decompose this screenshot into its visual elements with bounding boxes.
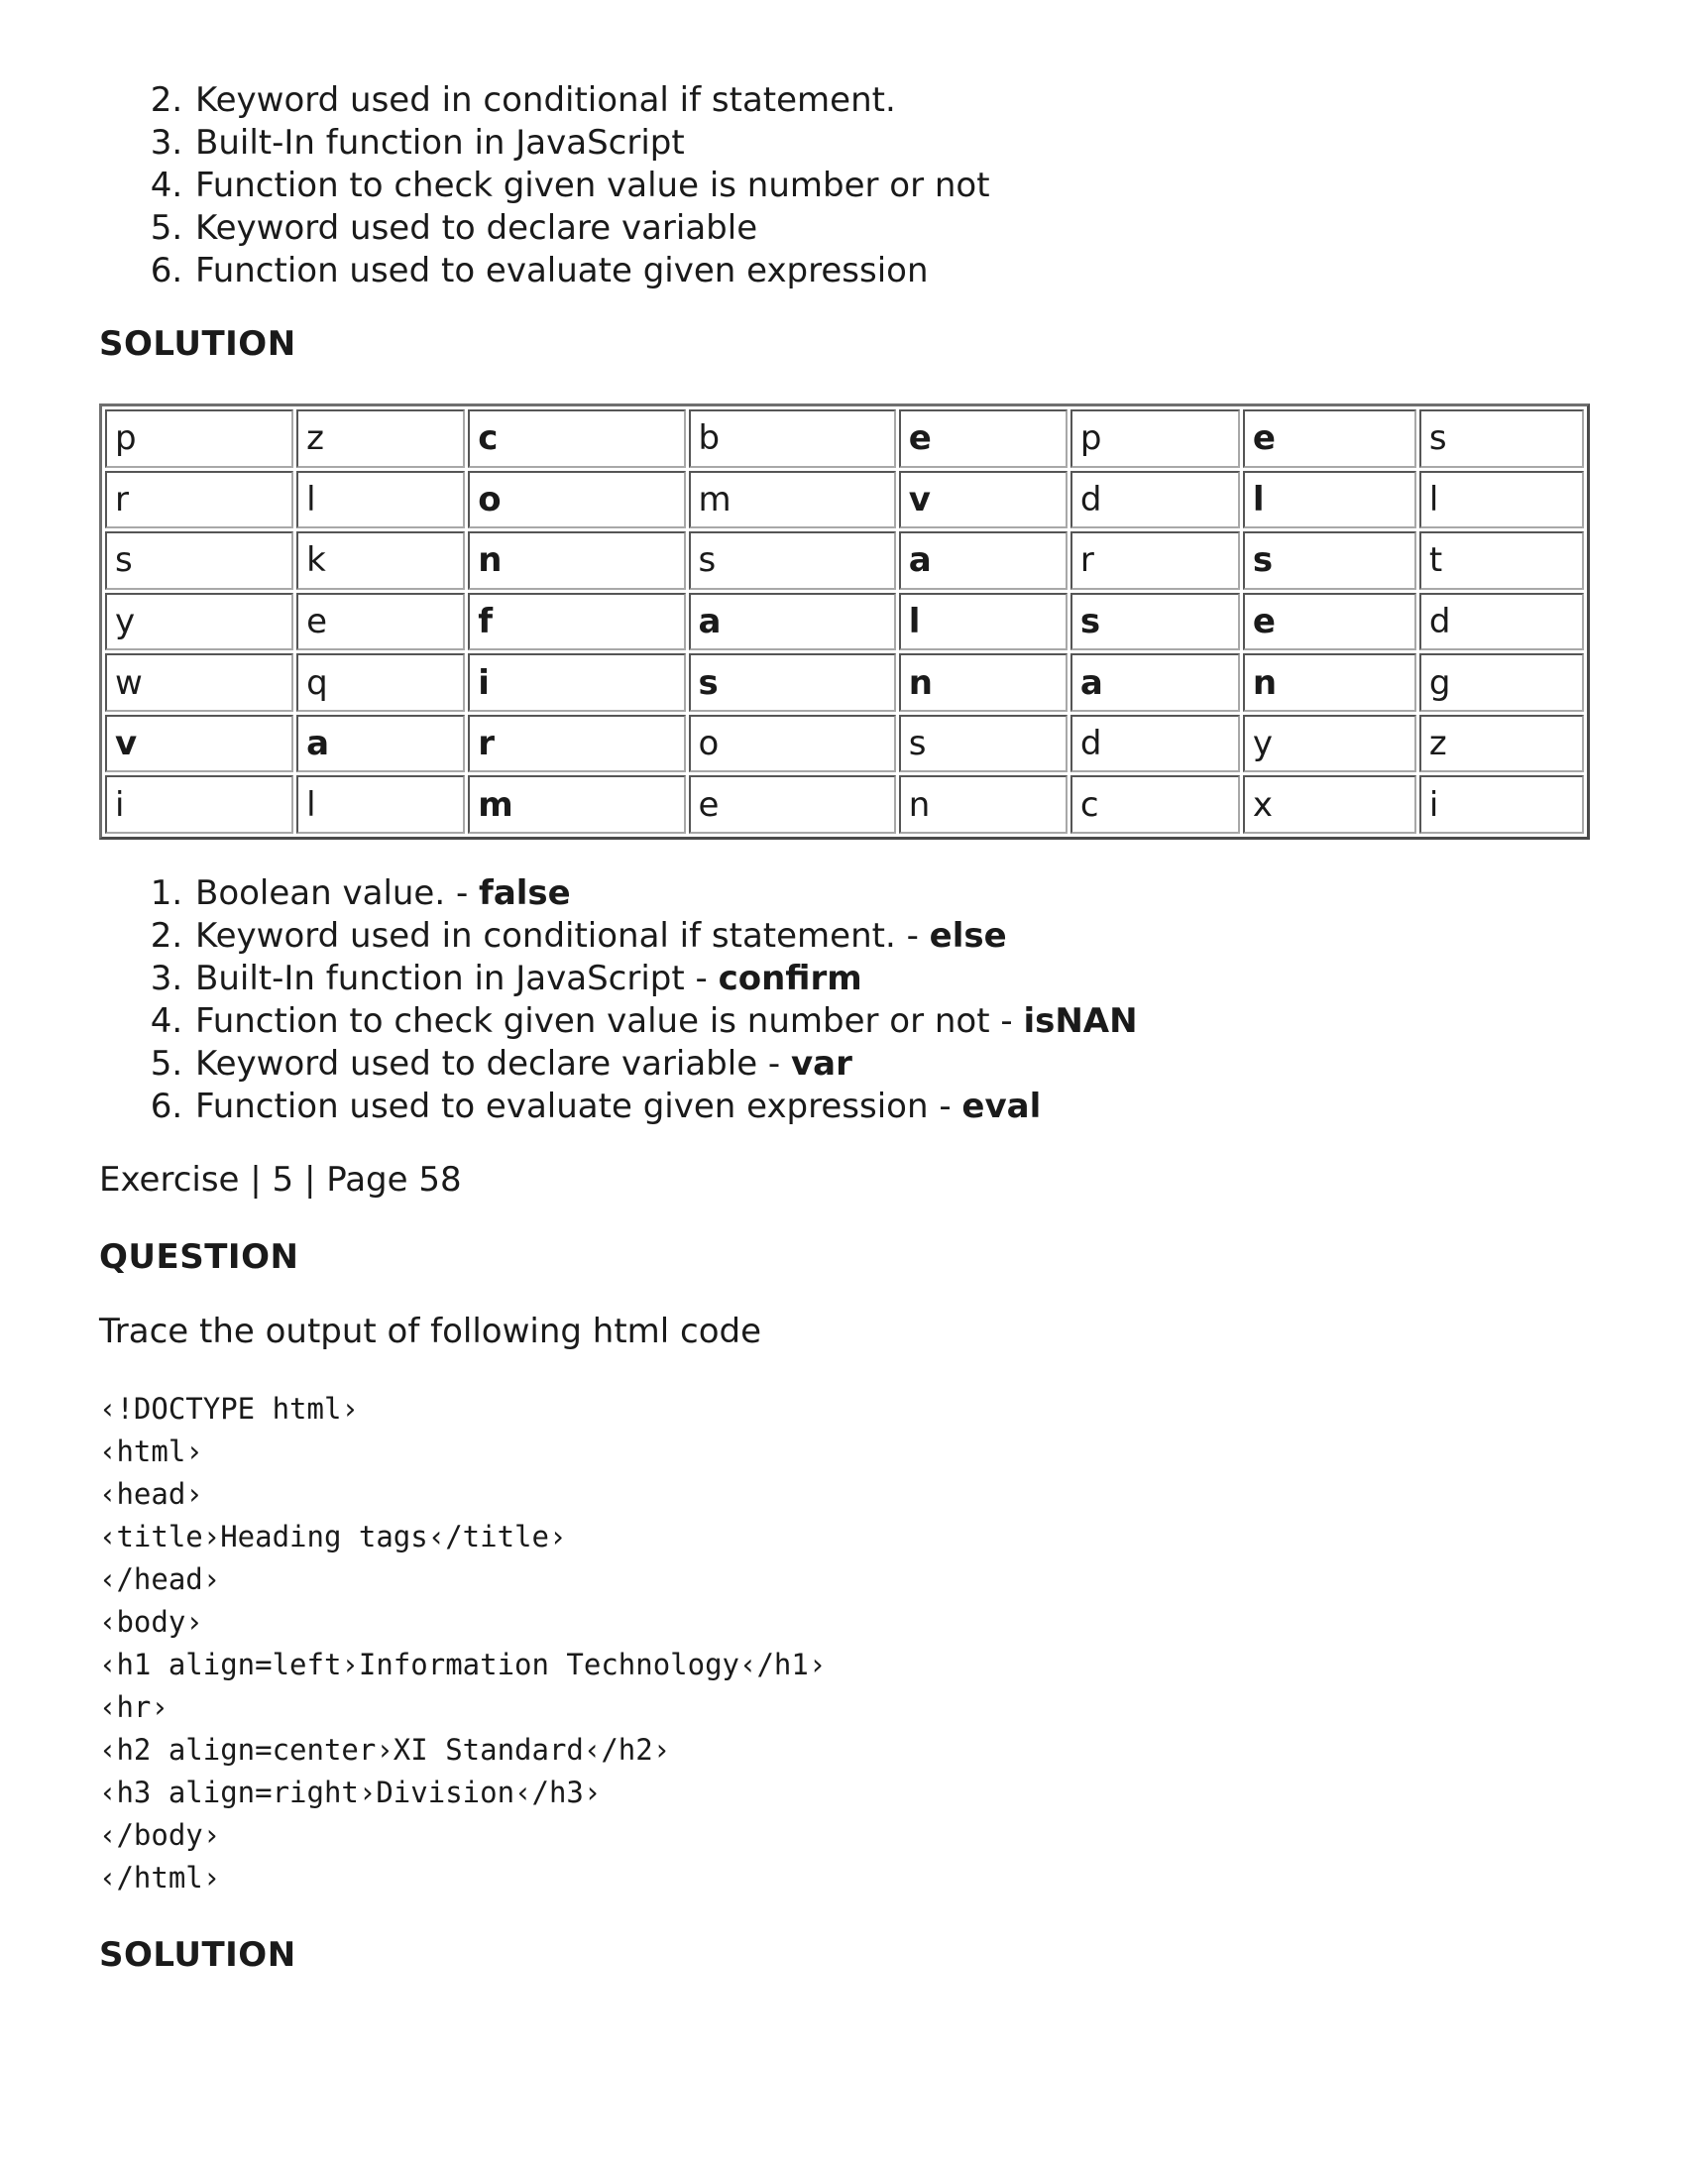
exercise-reference: Exercise | 5 | Page 58 bbox=[99, 1160, 462, 1200]
grid-cell: a bbox=[689, 593, 896, 651]
grid-cell: n bbox=[468, 531, 685, 590]
grid-cell: s bbox=[1070, 593, 1240, 651]
grid-row bbox=[105, 715, 1584, 773]
grid-cell: s bbox=[1419, 409, 1584, 468]
answer-clue: Keyword used to declare variable - bbox=[195, 1044, 792, 1084]
grid-cell: d bbox=[1070, 471, 1240, 529]
code-line: ‹html› bbox=[99, 1435, 203, 1468]
grid-cell: r bbox=[1070, 531, 1240, 590]
grid-cell: n bbox=[1243, 653, 1416, 712]
grid-cell: m bbox=[468, 775, 685, 834]
grid-cell: z bbox=[1419, 715, 1584, 773]
answer-clue: Keyword used in conditional if statement. - bbox=[195, 916, 930, 956]
grid-cell: s bbox=[689, 653, 896, 712]
clue-item: 4. Function to check given value is number or not bbox=[193, 165, 990, 207]
answer-clue: Built-In function in JavaScript - bbox=[195, 959, 719, 998]
answer-word: isNAN bbox=[1023, 1001, 1138, 1041]
answer-word: confirm bbox=[718, 959, 862, 998]
grid-row bbox=[105, 775, 1584, 834]
clue-item: 6. Function used to evaluate given expression bbox=[193, 250, 990, 292]
answer-item bbox=[193, 872, 1138, 915]
grid-cell: g bbox=[1419, 653, 1584, 712]
answer-item bbox=[193, 1086, 1138, 1128]
grid-cell: e bbox=[1243, 593, 1416, 651]
grid-cell: e bbox=[689, 775, 896, 834]
grid-cell: n bbox=[899, 653, 1068, 712]
grid-row bbox=[105, 593, 1584, 651]
grid-cell: z bbox=[296, 409, 465, 468]
grid-row bbox=[105, 653, 1584, 712]
grid-row bbox=[105, 409, 1584, 468]
answer-item bbox=[193, 1000, 1138, 1043]
answer-word: else bbox=[929, 916, 1007, 956]
clue-item: 3. Built-In function in JavaScript bbox=[193, 122, 990, 165]
grid-cell: s bbox=[899, 715, 1068, 773]
grid-cell: i bbox=[105, 775, 293, 834]
code-line: ‹h1 align=left›Information Technology‹/h1› bbox=[99, 1648, 827, 1681]
grid-cell: a bbox=[296, 715, 465, 773]
grid-cell: q bbox=[296, 653, 465, 712]
code-line: ‹h2 align=center›XI Standard‹/h2› bbox=[99, 1733, 671, 1767]
grid-cell: a bbox=[1070, 653, 1240, 712]
clue-item: 5. Keyword used to declare variable bbox=[193, 207, 990, 250]
grid-cell: d bbox=[1419, 593, 1584, 651]
grid-cell: l bbox=[1419, 471, 1584, 529]
html-code-block bbox=[99, 1388, 826, 1899]
grid-cell: s bbox=[689, 531, 896, 590]
grid-cell: o bbox=[468, 471, 685, 529]
code-line: ‹!DOCTYPE html› bbox=[99, 1392, 359, 1426]
answer-word: false bbox=[479, 873, 571, 913]
answer-item bbox=[193, 1043, 1138, 1086]
code-line: ‹/head› bbox=[99, 1562, 221, 1596]
grid-cell: v bbox=[899, 471, 1068, 529]
grid-cell: i bbox=[1419, 775, 1584, 834]
clue-item: 2. Keyword used in conditional if statement. bbox=[193, 79, 990, 122]
grid-cell: p bbox=[1070, 409, 1240, 468]
grid-cell: e bbox=[899, 409, 1068, 468]
answer-word: var bbox=[791, 1044, 852, 1084]
code-line: ‹title›Heading tags‹/title› bbox=[99, 1520, 567, 1553]
question-text: Trace the output of following html code bbox=[99, 1312, 762, 1351]
grid-cell: l bbox=[296, 471, 465, 529]
grid-cell: c bbox=[1070, 775, 1240, 834]
grid-row bbox=[105, 471, 1584, 529]
grid-cell: v bbox=[105, 715, 293, 773]
grid-cell: f bbox=[468, 593, 685, 651]
code-line: ‹head› bbox=[99, 1477, 203, 1511]
grid-cell: s bbox=[105, 531, 293, 590]
grid-cell: e bbox=[296, 593, 465, 651]
code-line: ‹hr› bbox=[99, 1690, 169, 1724]
answer-item bbox=[193, 915, 1138, 958]
code-line: ‹h3 align=right›Division‹/h3› bbox=[99, 1776, 602, 1809]
code-line: ‹/body› bbox=[99, 1818, 221, 1852]
grid-cell: k bbox=[296, 531, 465, 590]
answer-clue: Boolean value. - bbox=[195, 873, 480, 913]
code-line: ‹body› bbox=[99, 1605, 203, 1639]
answer-clue: Function used to evaluate given expression - bbox=[195, 1087, 962, 1126]
grid-cell: l bbox=[899, 593, 1068, 651]
grid-cell: o bbox=[689, 715, 896, 773]
grid-cell: t bbox=[1419, 531, 1584, 590]
grid-cell: n bbox=[899, 775, 1068, 834]
grid-cell: y bbox=[1243, 715, 1416, 773]
answer-item bbox=[193, 958, 1138, 1000]
answer-list bbox=[99, 872, 1138, 1128]
grid-cell: y bbox=[105, 593, 293, 651]
grid-cell: l bbox=[296, 775, 465, 834]
grid-cell: i bbox=[468, 653, 685, 712]
grid-row bbox=[105, 531, 1584, 590]
grid-cell: b bbox=[689, 409, 896, 468]
solution-heading: SOLUTION bbox=[99, 324, 296, 364]
grid-cell: r bbox=[105, 471, 293, 529]
grid-cell: l bbox=[1243, 471, 1416, 529]
grid-cell: e bbox=[1243, 409, 1416, 468]
grid-cell: x bbox=[1243, 775, 1416, 834]
grid-cell: m bbox=[689, 471, 896, 529]
grid-cell: c bbox=[468, 409, 685, 468]
solution-heading-2: SOLUTION bbox=[99, 1935, 296, 1975]
grid-cell: d bbox=[1070, 715, 1240, 773]
grid-cell: w bbox=[105, 653, 293, 712]
grid-cell: p bbox=[105, 409, 293, 468]
grid-cell: s bbox=[1243, 531, 1416, 590]
grid-cell: r bbox=[468, 715, 685, 773]
code-line: ‹/html› bbox=[99, 1861, 221, 1895]
word-search-grid bbox=[99, 403, 1590, 840]
clue-list bbox=[99, 79, 990, 292]
answer-clue: Function to check given value is number or not - bbox=[195, 1001, 1024, 1041]
question-heading: QUESTION bbox=[99, 1237, 299, 1277]
answer-word: eval bbox=[961, 1087, 1042, 1126]
grid-cell: a bbox=[899, 531, 1068, 590]
